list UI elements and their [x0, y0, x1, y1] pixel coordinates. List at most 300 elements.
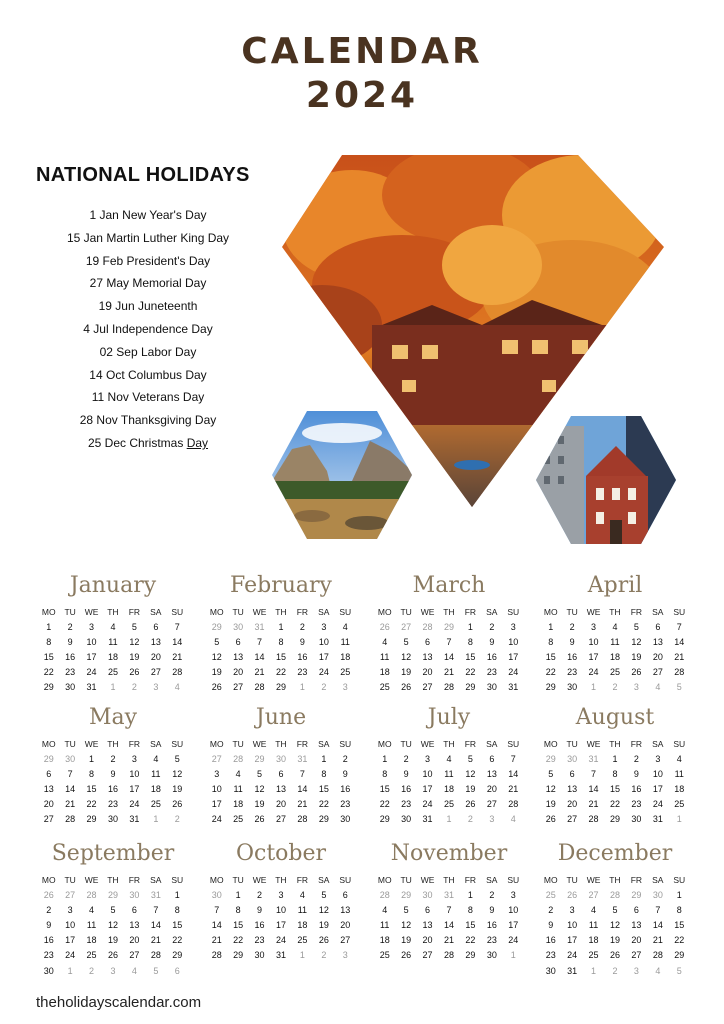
day-cell: 8 — [89, 768, 95, 779]
day-cell: 12 — [318, 904, 329, 915]
weekday-header: SA — [486, 606, 498, 617]
week-row — [38, 933, 188, 948]
weekday-header: TU — [566, 606, 578, 617]
weekday-header: WE — [84, 738, 99, 749]
week-row — [374, 933, 524, 948]
day-cell: 19 — [107, 935, 118, 946]
day-cell: 24 — [65, 950, 76, 961]
day-cell: 5 — [131, 621, 137, 632]
month-name: December — [557, 841, 673, 866]
day-cell: 2 — [403, 753, 409, 764]
day-cell: 24 — [567, 950, 578, 961]
day-cell: 9 — [489, 904, 495, 915]
day-cell: 30 — [340, 814, 351, 825]
adjacent-month-day: 5 — [676, 682, 682, 693]
weekday-header: TU — [566, 738, 578, 749]
weekday-header: MO — [543, 738, 558, 749]
day-cell: 17 — [318, 651, 329, 662]
week-row — [374, 619, 524, 634]
day-cell: 21 — [172, 651, 183, 662]
day-cell: 2 — [67, 621, 73, 632]
day-cell: 12 — [254, 783, 265, 794]
weekday-header: MO — [377, 738, 392, 749]
day-cell: 2 — [633, 753, 639, 764]
day-cell: 28 — [150, 950, 161, 961]
day-cell: 10 — [508, 904, 519, 915]
day-cell: 17 — [129, 783, 140, 794]
weekday-header: SA — [150, 606, 162, 617]
month-table — [38, 736, 188, 827]
week-row — [374, 887, 524, 902]
day-cell: 3 — [321, 621, 327, 632]
adjacent-month-day: 30 — [652, 889, 663, 900]
day-cell: 8 — [382, 768, 388, 779]
holiday-item: 19 Feb President's Day — [85, 253, 211, 268]
day-cell: 1 — [382, 753, 388, 764]
weekday-header: SA — [318, 606, 330, 617]
day-cell: 27 — [567, 814, 578, 825]
month-name: November — [390, 841, 508, 866]
weekday-header: WE — [84, 874, 99, 885]
adjacent-month-day: 2 — [467, 814, 473, 825]
day-cell: 3 — [425, 753, 431, 764]
weekday-header: TU — [400, 874, 412, 885]
week-row — [540, 887, 690, 902]
day-cell: 7 — [676, 621, 682, 632]
adjacent-month-day: 28 — [422, 621, 433, 632]
day-cell: 28 — [674, 667, 685, 678]
weekday-header: SU — [339, 606, 352, 617]
month-name: September — [51, 841, 175, 866]
weekday-header: SA — [150, 738, 162, 749]
day-cell: 28 — [254, 682, 265, 693]
adjacent-month-day: 3 — [110, 965, 116, 976]
day-cell: 30 — [545, 965, 556, 976]
week-row — [374, 797, 524, 812]
week-row — [206, 649, 356, 664]
day-cell: 4 — [382, 904, 388, 915]
day-cell: 22 — [609, 799, 620, 810]
day-cell: 7 — [174, 621, 180, 632]
day-cell: 21 — [508, 783, 519, 794]
day-cell: 5 — [257, 768, 263, 779]
day-cell: 16 — [340, 783, 351, 794]
adjacent-month-day: 2 — [321, 682, 327, 693]
day-cell: 16 — [65, 651, 76, 662]
adjacent-month-day: 3 — [342, 682, 348, 693]
adjacent-month-day: 1 — [153, 814, 159, 825]
week-row — [540, 963, 690, 978]
day-cell: 11 — [610, 636, 620, 647]
day-cell: 14 — [297, 783, 308, 794]
adjacent-month-day: 30 — [211, 889, 222, 900]
day-cell: 18 — [150, 783, 161, 794]
weekday-header: WE — [252, 738, 267, 749]
adjacent-month-day: 1 — [299, 682, 305, 693]
week-row — [38, 797, 188, 812]
week-row — [206, 751, 356, 766]
week-row — [206, 634, 356, 649]
day-cell: 21 — [674, 651, 685, 662]
weekday-header: TU — [566, 874, 578, 885]
day-cell: 26 — [545, 814, 556, 825]
day-cell: 4 — [591, 904, 597, 915]
month-table — [38, 872, 188, 978]
weekday-header: MO — [41, 606, 56, 617]
day-cell: 5 — [548, 768, 554, 779]
weekday-header: SA — [318, 738, 330, 749]
day-cell: 22 — [318, 799, 329, 810]
adjacent-month-day: 2 — [612, 965, 618, 976]
week-row — [374, 634, 524, 649]
day-cell: 7 — [299, 768, 305, 779]
day-cell: 2 — [489, 621, 495, 632]
adjacent-month-day: 30 — [65, 753, 76, 764]
adjacent-month-day: 4 — [655, 682, 661, 693]
week-row — [374, 917, 524, 932]
week-row — [540, 781, 690, 796]
day-cell: 10 — [422, 768, 433, 779]
adjacent-month-day: 28 — [379, 889, 390, 900]
day-cell: 18 — [609, 651, 620, 662]
day-cell: 23 — [43, 950, 54, 961]
weekday-header: MO — [209, 738, 224, 749]
day-cell: 26 — [401, 682, 412, 693]
day-cell: 16 — [107, 783, 118, 794]
day-cell: 2 — [569, 621, 575, 632]
day-cell: 2 — [110, 753, 116, 764]
day-cell: 3 — [278, 889, 284, 900]
day-cell: 22 — [545, 667, 556, 678]
day-cell: 22 — [465, 667, 476, 678]
day-cell: 21 — [443, 935, 454, 946]
weekday-header: FR — [296, 738, 309, 749]
day-cell: 23 — [401, 799, 412, 810]
day-cell: 17 — [508, 651, 519, 662]
day-cell: 29 — [172, 950, 183, 961]
day-cell: 17 — [211, 799, 222, 810]
day-cell: 17 — [567, 935, 578, 946]
day-cell: 4 — [382, 636, 388, 647]
week-row — [540, 812, 690, 827]
month-january — [38, 572, 188, 695]
week-row — [38, 665, 188, 680]
week-row — [374, 680, 524, 695]
day-cell: 18 — [107, 651, 118, 662]
weekday-header: SU — [673, 738, 686, 749]
holiday-item: 27 May Memorial Day — [89, 276, 207, 291]
day-cell: 31 — [652, 814, 663, 825]
weekday-header: SA — [652, 606, 664, 617]
week-row — [38, 948, 188, 963]
adjacent-month-day: 28 — [233, 753, 244, 764]
day-cell: 18 — [379, 667, 390, 678]
weekday-header: WE — [586, 738, 601, 749]
adjacent-month-day: 2 — [321, 950, 327, 961]
day-cell: 19 — [401, 667, 412, 678]
day-cell: 4 — [110, 621, 116, 632]
weekday-header: TH — [609, 738, 621, 749]
week-row — [540, 917, 690, 932]
day-cell: 5 — [403, 904, 409, 915]
day-cell: 20 — [567, 799, 578, 810]
day-cell: 6 — [278, 768, 284, 779]
day-cell: 4 — [612, 621, 618, 632]
adjacent-month-day: 1 — [446, 814, 452, 825]
day-cell: 1 — [548, 621, 554, 632]
day-cell: 23 — [486, 667, 497, 678]
weekday-header: WE — [586, 606, 601, 617]
website-url[interactable]: theholidayscalendar.com — [36, 994, 202, 1011]
day-cell: 16 — [297, 651, 308, 662]
adjacent-month-day: 27 — [588, 889, 599, 900]
weekday-header: TH — [275, 606, 287, 617]
day-cell: 27 — [129, 950, 140, 961]
day-cell: 24 — [588, 667, 599, 678]
adjacent-month-day: 3 — [633, 682, 639, 693]
month-june — [206, 704, 356, 827]
day-cell: 22 — [233, 935, 244, 946]
day-cell: 1 — [676, 889, 682, 900]
day-cell: 14 — [443, 919, 454, 930]
month-july — [374, 704, 524, 827]
day-cell: 30 — [486, 950, 497, 961]
day-cell: 13 — [275, 783, 286, 794]
day-cell: 22 — [379, 799, 390, 810]
day-cell: 7 — [510, 753, 516, 764]
day-cell: 13 — [43, 783, 54, 794]
day-cell: 23 — [297, 667, 308, 678]
day-cell: 1 — [467, 889, 473, 900]
day-cell: 21 — [297, 799, 308, 810]
month-table — [374, 736, 524, 827]
day-cell: 30 — [631, 814, 642, 825]
day-cell: 13 — [340, 904, 351, 915]
week-row — [206, 887, 356, 902]
holiday-item: 4 Jul Independence Day — [83, 321, 213, 336]
day-cell: 21 — [652, 935, 663, 946]
day-cell: 5 — [612, 904, 618, 915]
weekday-header: FR — [464, 738, 477, 749]
day-cell: 31 — [129, 814, 140, 825]
day-cell: 24 — [508, 935, 519, 946]
day-cell: 9 — [403, 768, 409, 779]
day-cell: 27 — [486, 799, 497, 810]
adjacent-month-day: 6 — [174, 965, 180, 976]
week-row — [374, 751, 524, 766]
day-cell: 15 — [379, 783, 390, 794]
holiday-item: 14 Oct Columbus Day — [89, 367, 207, 382]
adjacent-month-day: 31 — [254, 621, 265, 632]
day-cell: 6 — [131, 904, 137, 915]
day-cell: 5 — [110, 904, 116, 915]
day-cell: 29 — [545, 682, 556, 693]
day-cell: 20 — [340, 919, 351, 930]
day-cell: 14 — [65, 783, 76, 794]
month-march — [374, 572, 524, 695]
day-cell: 13 — [129, 919, 140, 930]
holiday-item — [28, 434, 268, 457]
day-cell: 1 — [89, 753, 95, 764]
adjacent-month-day: 26 — [43, 889, 54, 900]
day-cell: 6 — [342, 889, 348, 900]
adjacent-month-day: 27 — [65, 889, 76, 900]
day-cell: 28 — [508, 799, 519, 810]
weekday-header: SU — [171, 874, 184, 885]
adjacent-month-day: 28 — [609, 889, 620, 900]
weekday-header: SA — [486, 874, 498, 885]
adjacent-month-day: 31 — [588, 753, 599, 764]
day-cell: 18 — [233, 799, 244, 810]
day-cell: 19 — [631, 651, 642, 662]
day-cell: 16 — [43, 935, 54, 946]
day-cell: 7 — [446, 904, 452, 915]
month-table — [540, 736, 690, 827]
day-cell: 23 — [254, 935, 265, 946]
day-cell: 29 — [465, 950, 476, 961]
day-cell: 23 — [631, 799, 642, 810]
weekday-header: TU — [64, 606, 76, 617]
adjacent-month-day: 30 — [422, 889, 433, 900]
day-cell: 23 — [65, 667, 76, 678]
day-cell: 31 — [275, 950, 286, 961]
day-cell: 6 — [235, 636, 241, 647]
holiday-item: 11 Nov Veterans Day — [91, 390, 205, 405]
day-cell: 20 — [150, 651, 161, 662]
month-table — [374, 872, 524, 963]
weekday-header: MO — [41, 738, 56, 749]
week-row — [206, 902, 356, 917]
weekday-header: FR — [630, 606, 643, 617]
weekday-header: SA — [150, 874, 162, 885]
day-cell: 17 — [422, 783, 433, 794]
weekday-header: SA — [652, 874, 664, 885]
day-cell: 15 — [86, 783, 97, 794]
day-cell: 23 — [486, 935, 497, 946]
day-cell: 14 — [211, 919, 222, 930]
weekday-header: FR — [464, 606, 477, 617]
day-cell: 8 — [174, 904, 180, 915]
day-cell: 21 — [65, 799, 76, 810]
day-cell: 29 — [43, 682, 54, 693]
month-table — [206, 736, 356, 827]
weekday-header: FR — [296, 874, 309, 885]
day-cell: 28 — [211, 950, 222, 961]
day-cell: 21 — [588, 799, 599, 810]
day-cell: 27 — [43, 814, 54, 825]
adjacent-month-day: 4 — [510, 814, 516, 825]
weekday-header: SU — [171, 738, 184, 749]
day-cell: 22 — [465, 935, 476, 946]
day-cell: 18 — [443, 783, 454, 794]
adjacent-month-day: 30 — [129, 889, 140, 900]
week-row — [38, 680, 188, 695]
adjacent-month-day: 1 — [110, 682, 116, 693]
adjacent-month-day: 30 — [233, 621, 244, 632]
day-cell: 3 — [591, 621, 597, 632]
day-cell: 21 — [443, 667, 454, 678]
week-row — [38, 766, 188, 781]
day-cell: 10 — [508, 636, 519, 647]
month-table — [206, 604, 356, 695]
adjacent-month-day: 1 — [676, 814, 682, 825]
day-cell: 27 — [340, 935, 351, 946]
day-cell: 25 — [379, 682, 390, 693]
day-cell: 7 — [446, 636, 452, 647]
day-cell: 12 — [609, 919, 620, 930]
month-name: May — [88, 705, 138, 730]
day-cell: 28 — [652, 950, 663, 961]
weekday-header: MO — [377, 606, 392, 617]
day-cell: 26 — [401, 950, 412, 961]
day-cell: 25 — [674, 799, 685, 810]
day-cell: 14 — [674, 636, 685, 647]
holiday-item: 1 Jan New Year's Day — [89, 208, 207, 222]
day-cell: 6 — [425, 904, 431, 915]
adjacent-month-day: 27 — [401, 621, 412, 632]
day-cell: 19 — [465, 783, 476, 794]
day-cell: 13 — [652, 636, 663, 647]
day-cell: 26 — [609, 950, 620, 961]
adjacent-month-day: 29 — [545, 753, 556, 764]
week-row — [374, 781, 524, 796]
day-cell: 11 — [340, 636, 350, 647]
day-cell: 30 — [65, 682, 76, 693]
day-cell: 4 — [299, 889, 305, 900]
day-cell: 1 — [174, 889, 180, 900]
week-row — [206, 665, 356, 680]
weekday-header: MO — [543, 606, 558, 617]
day-cell: 4 — [342, 621, 348, 632]
day-cell: 5 — [467, 753, 473, 764]
day-cell: 26 — [631, 667, 642, 678]
week-row — [206, 948, 356, 963]
day-cell: 27 — [275, 814, 286, 825]
week-row — [206, 781, 356, 796]
week-row — [38, 634, 188, 649]
weekday-header: FR — [128, 874, 141, 885]
day-cell: 9 — [548, 919, 554, 930]
adjacent-month-day: 4 — [131, 965, 137, 976]
day-cell: 24 — [508, 667, 519, 678]
weekday-header: TH — [275, 874, 287, 885]
day-cell: 8 — [676, 904, 682, 915]
day-cell: 7 — [153, 904, 159, 915]
day-cell: 19 — [545, 799, 556, 810]
day-cell: 4 — [89, 904, 95, 915]
weekday-header: FR — [464, 874, 477, 885]
weekday-header: SA — [486, 738, 498, 749]
day-cell: 10 — [86, 636, 97, 647]
adjacent-month-day: 1 — [510, 950, 516, 961]
holiday-list — [28, 206, 268, 457]
day-cell: 30 — [254, 950, 265, 961]
month-september — [38, 840, 188, 978]
day-cell: 8 — [321, 768, 327, 779]
month-november — [374, 840, 524, 963]
day-cell: 7 — [655, 904, 661, 915]
day-cell: 12 — [129, 636, 140, 647]
day-cell: 15 — [609, 783, 620, 794]
day-cell: 1 — [46, 621, 52, 632]
adjacent-month-day: 1 — [299, 950, 305, 961]
day-cell: 22 — [43, 667, 54, 678]
weekday-header: WE — [420, 606, 435, 617]
day-cell: 29 — [233, 950, 244, 961]
day-cell: 13 — [233, 651, 244, 662]
day-cell: 25 — [340, 667, 351, 678]
adjacent-month-day: 25 — [545, 889, 556, 900]
